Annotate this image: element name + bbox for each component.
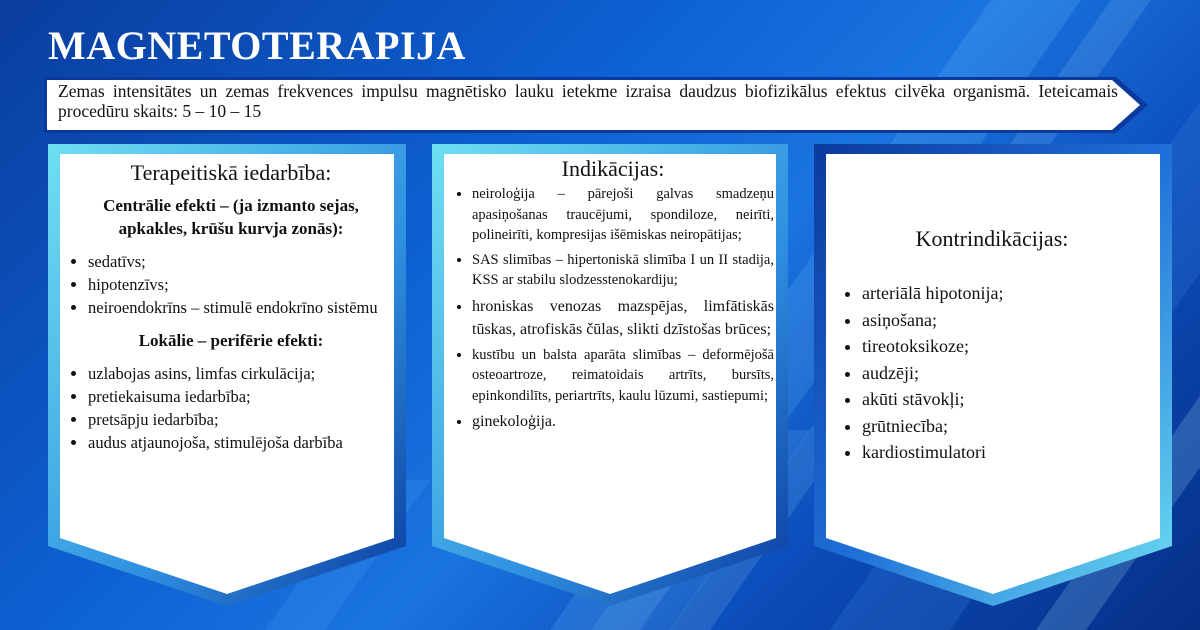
contraindications-list — [842, 280, 1142, 466]
list-item: • audzēji; — [862, 360, 1142, 387]
indications-heading: Indikācijas: — [561, 156, 665, 181]
list-item: • asiņošana; — [862, 307, 1142, 334]
indications-list — [452, 184, 774, 433]
page-title: MAGNETOTERAPIJA — [48, 23, 466, 68]
indications-card — [432, 144, 788, 606]
therapeutic-heading: Terapeitiskā iedarbība: — [130, 160, 332, 185]
list-item: • audus atjaunojoša, stimulējoša darbība — [88, 431, 394, 454]
list-item: • tireotoksikoze; — [862, 333, 1142, 360]
list-item: • kustību un balsta aparāta slimības – deformējošā osteoartroze, reimatoidais artrīts, bursīts, epinkondilīts, periartrīts, kaulu lūzumi, sastiepumi; — [472, 345, 774, 407]
list-item: • ginekoloģija. — [472, 410, 774, 433]
local-effects-list — [68, 362, 394, 454]
list-item: • neiroendokrīns – stimulē endokrīno sistēmu — [88, 296, 394, 319]
central-effects-list — [68, 250, 394, 319]
list-item: • hroniskas venozas mazspējas, limfātiskās tūskas, atrofiskās čūlas, slikti dzīstošas brūces; — [472, 295, 774, 341]
list-item: • pretiekaisuma iedarbība; — [88, 385, 394, 408]
list-item: • uzlabojas asins, limfas cirkulācija; — [88, 362, 394, 385]
list-item: • arteriālā hipotonija; — [862, 280, 1142, 307]
central-effects-heading: Centrālie efekti – (ja izmanto sejas, apkakles, krūšu kurvja zonās): — [103, 196, 359, 238]
list-item: • kardiostimulatori — [862, 439, 1142, 466]
list-item: • hipotenzīvs; — [88, 273, 394, 296]
list-item: • pretsāpju iedarbība; — [88, 408, 394, 431]
intro-text: Zemas intensitātes un zemas frekvences impulsu magnētisko lauku ietekme izraisa daudzus biofizikālus efektus cilvēka organismā. Ieteicamais procedūru skaits: 5 – 10 – 15 — [58, 81, 1118, 121]
contraindications-heading: Kontrindikācijas: — [915, 226, 1069, 251]
list-item: • neiroloģija – pārejoši galvas smadzeņu apasiņošanas traucējumi, spondiloze, neirīti, polineirīti, kompresijas išēmiskas neiropātijas; — [472, 184, 774, 246]
list-item: • grūtniecība; — [862, 413, 1142, 440]
intro-banner — [44, 77, 1152, 133]
therapeutic-effects-card — [48, 144, 406, 606]
list-item: • akūti stāvokļi; — [862, 386, 1142, 413]
list-item: • SAS slimības – hipertoniskā slimība I un II stadija, KSS ar stabilu slodzesstenokardiju; — [472, 250, 774, 291]
contraindications-card — [814, 144, 1172, 606]
local-effects-heading: Lokālie – perifērie efekti: — [138, 331, 324, 350]
list-item: • sedatīvs; — [88, 250, 394, 273]
